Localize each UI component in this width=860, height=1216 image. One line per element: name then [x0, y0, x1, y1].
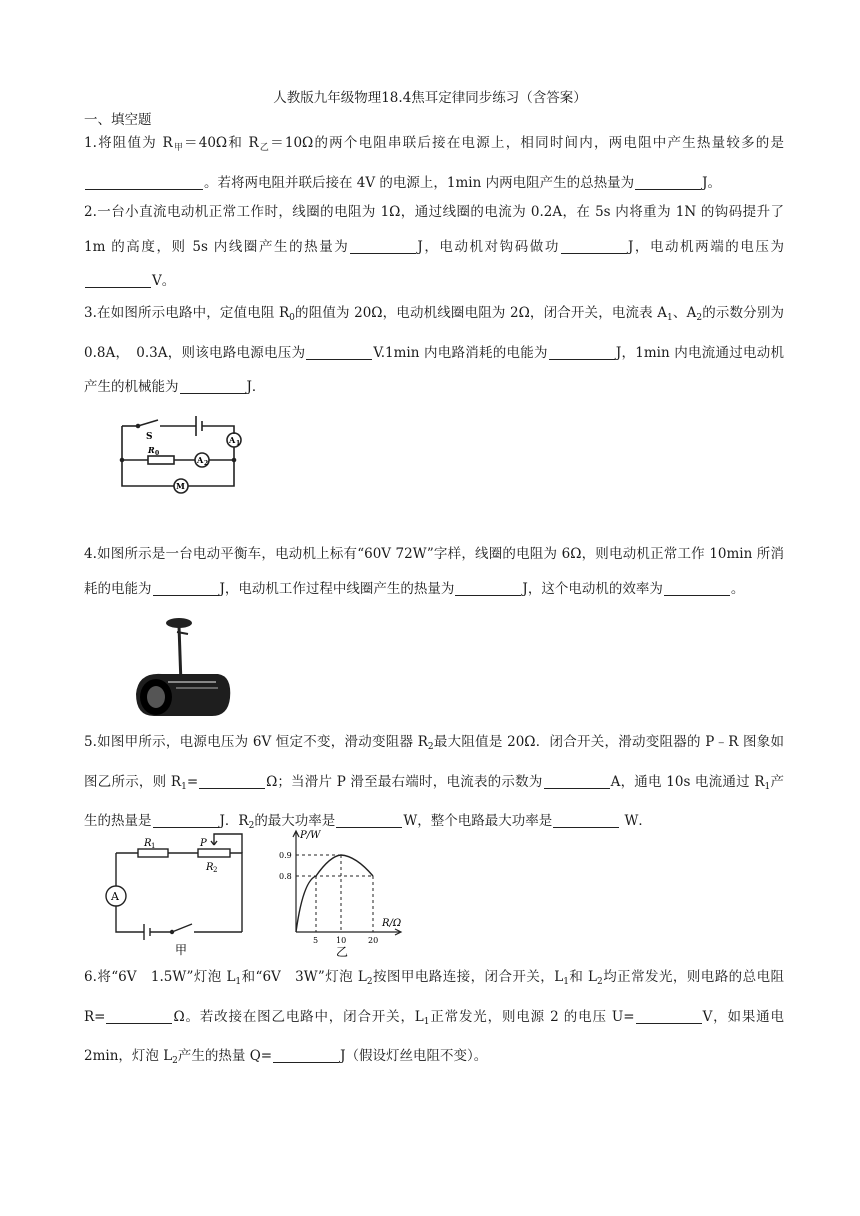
svg-text:A: A — [229, 435, 236, 445]
svg-text:2: 2 — [204, 460, 209, 467]
answer-blank[interactable] — [273, 1046, 339, 1063]
svg-text:0.9: 0.9 — [279, 851, 292, 860]
svg-text:R: R — [148, 445, 155, 455]
answer-blank[interactable] — [306, 343, 372, 360]
question-4: 4.如图所示是一台电动平衡车，电动机上标有“60V 72W”字样，线圈的电阻为 6Ω，则电动机正常工作 10min 所消耗的电能为 J，电动机工作过程中线圈产生的热量为 J，这个电动机的效率为 。 — [84, 546, 784, 597]
svg-text:0: 0 — [155, 450, 160, 457]
answer-blank[interactable] — [561, 237, 627, 254]
q5-pr-graph — [278, 826, 410, 960]
answer-blank[interactable] — [199, 772, 265, 789]
answer-blank[interactable] — [153, 579, 219, 596]
balance-scooter-image — [132, 612, 237, 724]
answer-blank[interactable] — [635, 173, 701, 190]
answer-blank[interactable] — [85, 173, 203, 190]
q5-circuit-figure — [100, 828, 250, 960]
answer-blank[interactable] — [549, 343, 615, 360]
svg-text:5: 5 — [313, 936, 319, 945]
answer-blank[interactable] — [664, 579, 730, 596]
answer-blank[interactable] — [153, 811, 219, 828]
answer-blank[interactable] — [636, 1007, 702, 1024]
svg-text:M: M — [176, 481, 185, 491]
question-3: 3.在如图所示电路中，定值电阻 $R_0$的阻值为 20Ω，电动机线圈电阻为 2Ω，闭合开关，电流表 $A_1$、$A_2$的示数分别为 0.8A， 0.3A，则该电路电源电压为 V.1min 内电路消耗的电能为 J，1min 内电流通过电动机产生的机械能为 J． — [84, 305, 785, 395]
svg-text:A: A — [111, 890, 119, 903]
page-title: 人教版九年级物理18.4焦耳定律同步练习（含答案） — [273, 90, 587, 106]
svg-text:P: P — [200, 838, 207, 849]
answer-blank[interactable] — [180, 377, 246, 394]
svg-text:R: R — [144, 838, 152, 849]
answer-blank[interactable] — [85, 271, 151, 288]
answer-blank[interactable] — [544, 772, 610, 789]
svg-text:20: 20 — [368, 936, 379, 945]
svg-text:0.8: 0.8 — [279, 872, 292, 881]
answer-blank[interactable] — [350, 237, 416, 254]
svg-text:A: A — [197, 455, 204, 465]
answer-blank[interactable] — [553, 811, 619, 828]
svg-text:乙: 乙 — [336, 945, 349, 959]
svg-text:1: 1 — [236, 440, 241, 447]
question-5: 5.如图甲所示，电源电压为 6V 恒定不变，滑动变阻器 $R_2$最大阻值是 20Ω．闭合开关，滑动变阻器的 P﹣R 图象如图乙所示，则 $R_1= \Omega$；当滑片 P 滑至最右端时，电流表的示数为 A，通电 10s 电流通过 $R_1$产生的热量是 J．$R_2$的最大功率是 W，整个电路最大功率是 W． — [84, 734, 784, 831]
svg-text:S: S — [146, 432, 153, 442]
q3-circuit-figure — [110, 408, 250, 498]
question-1: 1.将阻值为 $R_甲=40\Omega$和 $R_乙=10\Omega$的两个电阻串联后接在电源上，相同时间内，两电阻中产生热量较多的是。若将两电阻并联后接在 4V 的电源上，1min 内两电阻产生的总热量为 J。 — [84, 135, 784, 191]
svg-text:1: 1 — [151, 842, 156, 850]
section-heading: 一、填空题 — [84, 112, 152, 128]
svg-text:2: 2 — [213, 866, 218, 874]
svg-text:10: 10 — [336, 936, 347, 945]
answer-blank[interactable] — [106, 1007, 172, 1024]
question-2: 2.一台小直流电动机正常工作时，线圈的电阻为 1Ω，通过线圈的电流为 0.2A，在 5s 内将重为 1N 的钩码提升了 1m 的高度，则 5s 内线圈产生的热量为 J，电动机对钩码做功 J，电动机两端的电压为V。 — [84, 204, 784, 289]
svg-text:P/W: P/W — [300, 830, 321, 841]
svg-text:R/Ω: R/Ω — [382, 918, 402, 929]
svg-text:R: R — [206, 862, 214, 873]
question-6: 6.将“6V 1.5W”灯泡 $L_1$和“6V 3W”灯泡 $L_2$按图甲电路连接，闭合开关，$L_1$和 $L_2$均正常发光，则电路的总电阻 R= Ω。若改接在图乙电路中，闭合开关，$L_1$正常发光，则电源 2 的电压 U= V，如果通电 2min，灯泡 $L_2$产生的热量 Q= J（假设灯丝电阻不变）。 — [84, 969, 785, 1066]
answer-blank[interactable] — [455, 579, 521, 596]
svg-text:甲: 甲 — [175, 943, 188, 957]
